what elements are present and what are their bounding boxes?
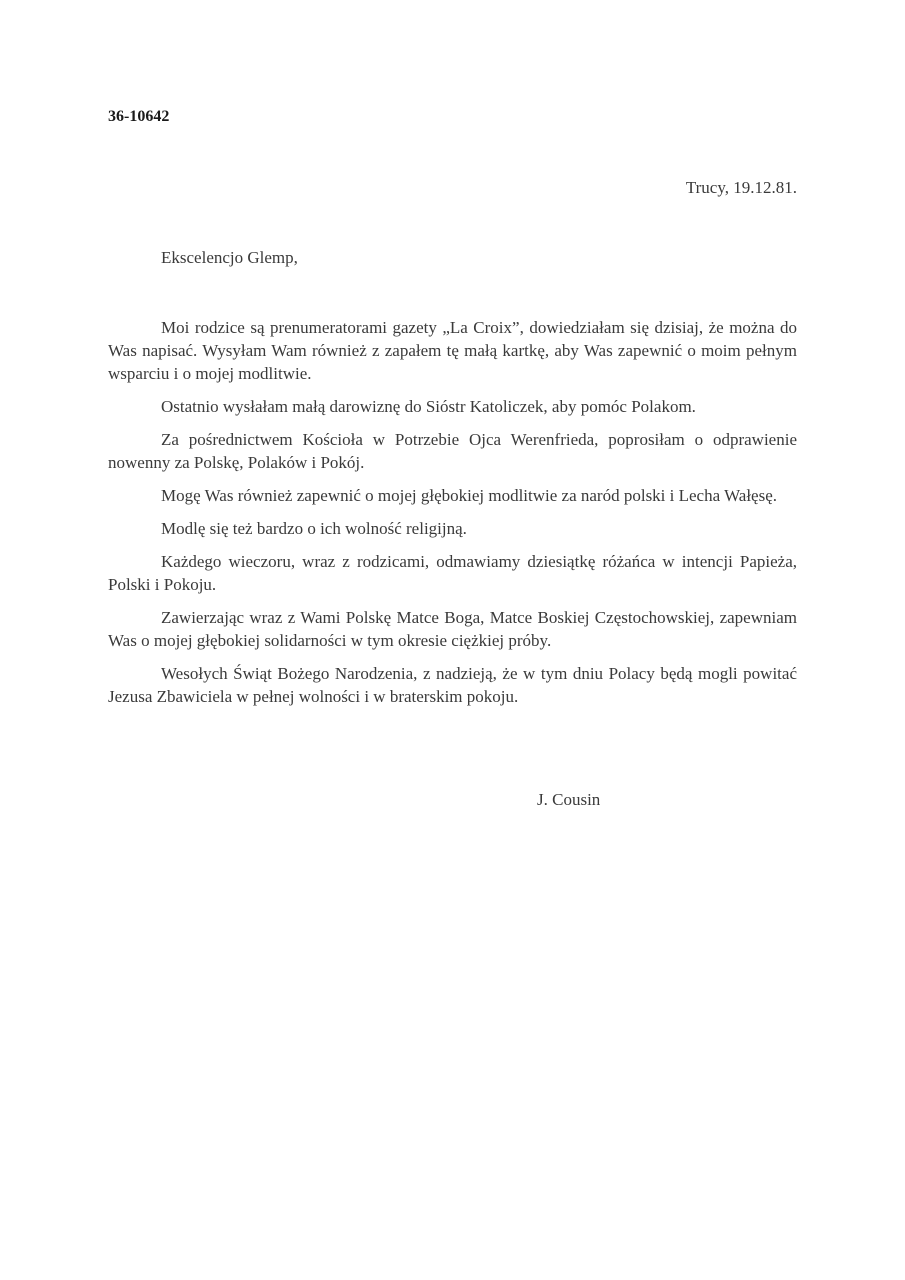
paragraph-5: Modlę się też bardzo o ich wolność religijną. <box>161 519 467 538</box>
paragraph-1: Moi rodzice są prenumeratorami gazety „La Croix”, dowiedziałam się dzisiaj, że można do Was napisać. Wysyłam Wam również z zapałem tę małą kartkę, aby Was zapewnić o moim pełnym wsparciu i o mojej modlitwie. <box>108 318 797 383</box>
paragraph-4: Mogę Was również zapewnić o mojej głębokiej modlitwie za naród polski i Lecha Wałęsę. <box>161 486 778 505</box>
paragraph-2: Ostatnio wysłałam małą darowiznę do Sióstr Katoliczek, aby pomóc Polakom. <box>161 397 696 416</box>
signature: J. Cousin <box>537 790 601 809</box>
place-date: Trucy, 19.12.81. <box>685 178 797 197</box>
letter-body <box>108 316 797 718</box>
paragraph-8: Wesołych Świąt Bożego Narodzenia, z nadzieją, że w tym dniu Polacy będą mogli powitać Jezusa Zbawiciela w pełnej wolności i w braterskim pokoju. <box>108 664 797 706</box>
reference-number: 36-10642 <box>108 108 170 125</box>
paragraph-3: Za pośrednictwem Kościoła w Potrzebie Ojca Werenfrieda, poprosiłam o odprawienie nowenny za Polskę, Polaków i Pokój. <box>108 430 797 472</box>
salutation: Ekscelencjo Glemp, <box>161 248 298 267</box>
paragraph-7: Zawierzając wraz z Wami Polskę Matce Boga, Matce Boskiej Częstochowskiej, zapewniam Was o mojej głębokiej solidarności w tym okresie ciężkiej próby. <box>108 608 797 650</box>
paragraph-6: Każdego wieczoru, wraz z rodzicami, odmawiamy dziesiątkę różańca w intencji Papieża, Polski i Pokoju. <box>108 552 797 594</box>
